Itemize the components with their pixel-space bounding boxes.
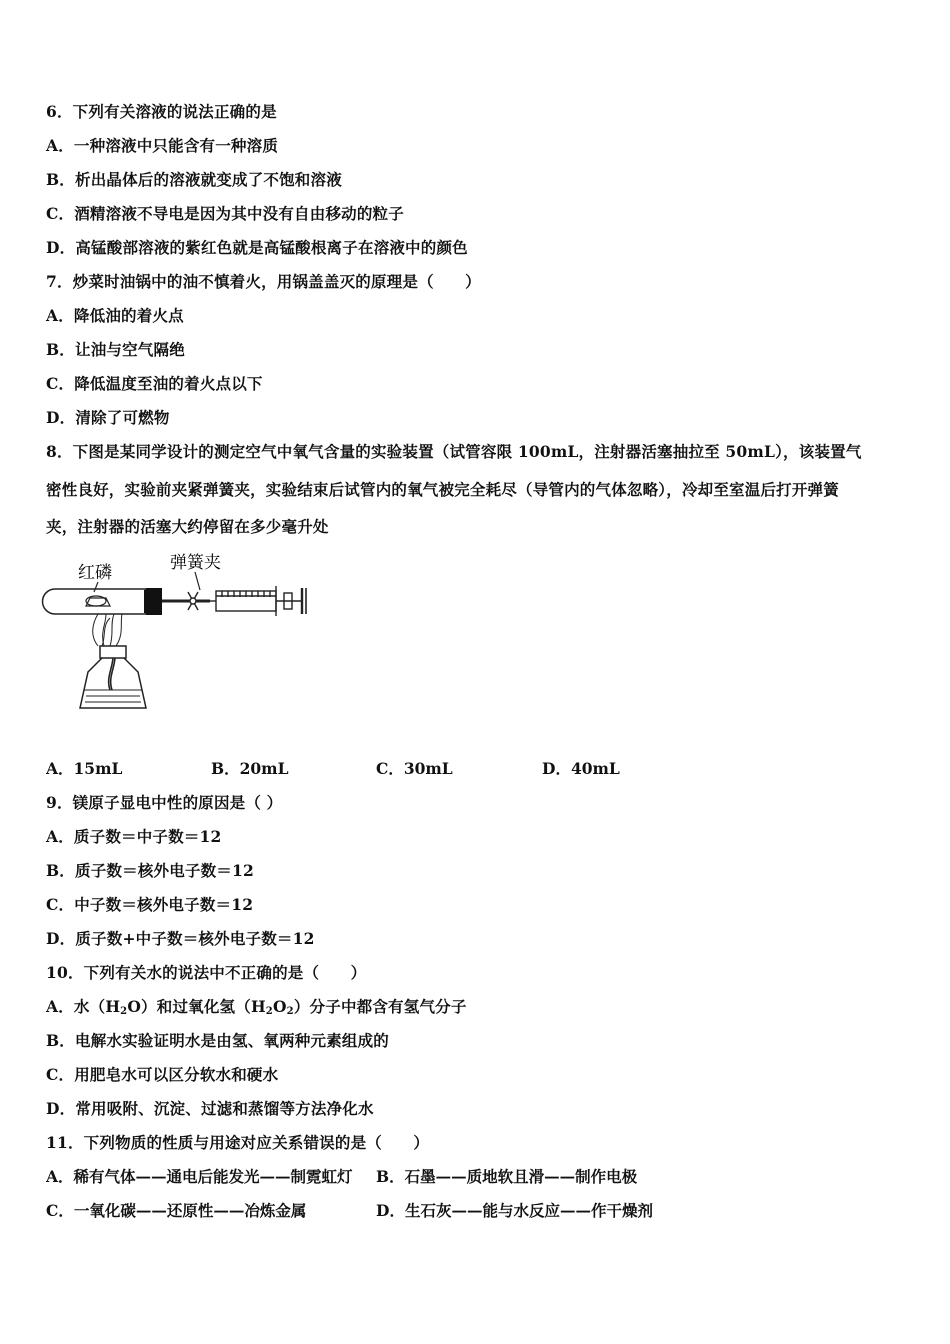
q9-option-d: D．质子数+中子数＝核外电子数＝12 [46, 929, 315, 948]
q6-option-d: D．高锰酸部溶液的紫红色就是高锰酸根离子在溶液中的颜色 [46, 238, 468, 257]
flame [93, 614, 122, 646]
q9-option-a: A．质子数＝中子数＝12 [46, 827, 222, 846]
q6-stem: 6．下列有关溶液的说法正确的是 [46, 102, 277, 121]
q11-stem: 11．下列物质的性质与用途对应关系错误的是（ ） [46, 1133, 430, 1152]
q9-option-b: B．质子数＝核外电子数＝12 [46, 861, 254, 880]
test-tube [43, 589, 146, 614]
q8-stem-line-2: 密性良好，实验前夹紧弹簧夹，实验结束后试管内的氧气被完全耗尽（导管内的气体忽略），冷却至室温后打开弹簧 [46, 480, 839, 499]
q8-stem-line-3: 夹，注射器的活塞大约停留在多少毫升处 [46, 517, 329, 536]
q9-option-c: C．中子数＝核外电子数＝12 [46, 895, 254, 914]
q9-stem: 9．镁原子显电中性的原因是（ ） [46, 793, 283, 812]
spring-clamp-label: 弹簧夹 [170, 553, 221, 573]
q7-option-a: A．降低油的着火点 [46, 306, 184, 325]
q6-option-b: B．析出晶体后的溶液就变成了不饱和溶液 [46, 170, 342, 189]
q7-option-c: C．降低温度至油的着火点以下 [46, 374, 263, 393]
q6-option-c: C．酒精溶液不导电是因为其中没有自由移动的粒子 [46, 204, 404, 223]
spring-clamp [188, 592, 198, 610]
q10-option-c: C．用肥皂水可以区分软水和硬水 [46, 1065, 279, 1084]
q11-option-d: D．生石灰——能与水反应——作干燥剂 [376, 1201, 653, 1220]
q7-stem: 7．炒菜时油锅中的油不慎着火，用锅盖盖灭的原理是（ ） [46, 272, 481, 291]
q6-option-a: A．一种溶液中只能含有一种溶质 [46, 136, 279, 155]
q8-option-d: D．40mL [542, 759, 620, 778]
q10-option-b: B．电解水实验证明水是由氢、氧两种元素组成的 [46, 1031, 390, 1050]
q10-option-a: A．水$(H_2O)$和过氧化氢$(H_2O_2)$分子中都含有氢气分子 [46, 997, 467, 1017]
q8-option-a: A．15mL [46, 759, 123, 778]
syringe [210, 586, 306, 616]
red-phosphorus [86, 596, 110, 606]
red-phosphorus-label: 红磷 [78, 563, 112, 583]
q7-option-d: D．清除了可燃物 [46, 408, 170, 427]
apparatus-figure [40, 548, 320, 726]
q10-option-d: D．常用吸附、沉淀、过滤和蒸馏等方法净化水 [46, 1099, 374, 1118]
rubber-stopper [146, 588, 162, 615]
alcohol-lamp [68, 646, 158, 708]
q11-option-b: B．石墨——质地软且滑——制作电极 [376, 1167, 638, 1186]
q7-option-b: B．让油与空气隔绝 [46, 340, 185, 359]
q11-option-c: C．一氧化碳——还原性——冶炼金属 [46, 1201, 307, 1220]
q8-option-b: B．20mL [211, 759, 289, 778]
q11-option-a: A．稀有气体——通电后能发光——制霓虹灯 [46, 1167, 353, 1186]
q10-stem: 10．下列有关水的说法中不正确的是（ ） [46, 963, 367, 982]
q8-stem-line-1: 8．下图是某同学设计的测定空气中氧气含量的实验装置（试管容限 100mL，注射器活塞抽拉至 50mL），该装置气 [46, 442, 862, 461]
q8-option-c: C．30mL [376, 759, 453, 778]
